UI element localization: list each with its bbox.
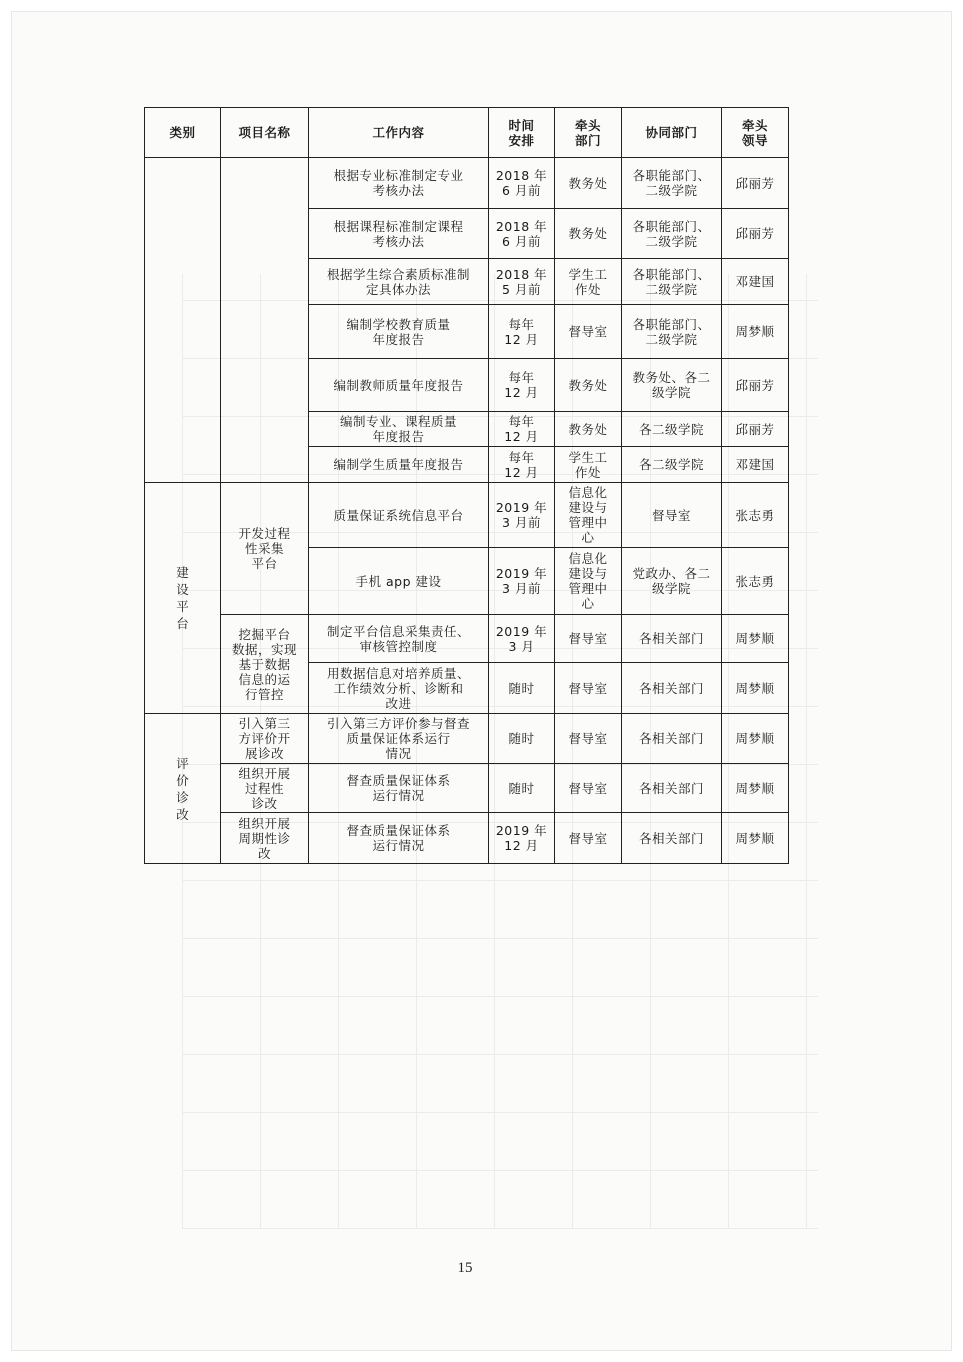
- time-cell: 随时: [489, 764, 555, 813]
- lead-dept-cell: 教务处: [555, 158, 622, 209]
- leader-cell: 周梦顺: [722, 663, 789, 714]
- coop-dept-cell: 各相关部门: [622, 764, 722, 813]
- lead-dept-cell: 学生工 作处: [555, 259, 622, 305]
- coop-dept-cell: 各职能部门、 二级学院: [622, 158, 722, 209]
- page-number: 15: [457, 1260, 473, 1276]
- content-cell: 编制教师质量年度报告: [309, 359, 489, 412]
- lead-dept-cell: 督导室: [555, 764, 622, 813]
- project-cell: 挖掘平台 数据，实现 基于数据 信息的运 行管控: [221, 615, 309, 714]
- coop-dept-cell: 各相关部门: [622, 663, 722, 714]
- coop-dept-cell: 各职能部门、 二级学院: [622, 209, 722, 259]
- lead-dept-cell: 信息化 建设与 管理中 心: [555, 483, 622, 548]
- time-cell: 2019 年 3 月前: [489, 548, 555, 615]
- table-row: [145, 483, 789, 548]
- content-cell: 手机 app 建设: [309, 548, 489, 615]
- leader-cell: 邱丽芳: [722, 412, 789, 447]
- time-cell: 2018 年 6 月前: [489, 158, 555, 209]
- content-cell: 根据课程标准制定课程 考核办法: [309, 209, 489, 259]
- leader-cell: 邱丽芳: [722, 359, 789, 412]
- leader-cell: 周梦顺: [722, 615, 789, 663]
- header-coop-dept: 协同部门: [622, 108, 722, 158]
- leader-cell: 邱丽芳: [722, 158, 789, 209]
- leader-cell: 周梦顺: [722, 714, 789, 764]
- header-lead-dept: 牵头 部门: [555, 108, 622, 158]
- content-cell: 用数据信息对培养质量、 工作绩效分析、诊断和 改进: [309, 663, 489, 714]
- header-lead-leader: 牵头 领导: [722, 108, 789, 158]
- coop-dept-cell: 各二级学院: [622, 412, 722, 447]
- table-header-row: [145, 108, 789, 158]
- coop-dept-cell: 各职能部门、 二级学院: [622, 259, 722, 305]
- content-cell: 根据学生综合素质标准制 定具体办法: [309, 259, 489, 305]
- category-cell-empty: [145, 158, 221, 483]
- time-cell: 2019 年 12 月: [489, 813, 555, 864]
- category-cell-evaluation: 评 价 诊 改: [145, 714, 221, 864]
- table-row: [145, 615, 789, 663]
- content-cell: 编制学生质量年度报告: [309, 447, 489, 483]
- coop-dept-cell: 各相关部门: [622, 615, 722, 663]
- table-row: [145, 764, 789, 813]
- lead-dept-cell: 督导室: [555, 663, 622, 714]
- time-cell: 每年 12 月: [489, 305, 555, 359]
- content-cell: 编制学校教育质量 年度报告: [309, 305, 489, 359]
- content-cell: 制定平台信息采集责任、 审核管控制度: [309, 615, 489, 663]
- work-plan-table: [144, 107, 789, 864]
- table-row: [145, 158, 789, 209]
- time-cell: 2018 年 5 月前: [489, 259, 555, 305]
- content-cell: 编制专业、课程质量 年度报告: [309, 412, 489, 447]
- header-category: 类别: [145, 108, 221, 158]
- lead-dept-cell: 教务处: [555, 209, 622, 259]
- lead-dept-cell: 教务处: [555, 359, 622, 412]
- project-cell: 组织开展 过程性 诊改: [221, 764, 309, 813]
- lead-dept-cell: 督导室: [555, 615, 622, 663]
- coop-dept-cell: 党政办、各二 级学院: [622, 548, 722, 615]
- content-cell: 督查质量保证体系 运行情况: [309, 813, 489, 864]
- coop-dept-cell: 各相关部门: [622, 714, 722, 764]
- time-cell: 随时: [489, 714, 555, 764]
- time-cell: 2018 年 6 月前: [489, 209, 555, 259]
- content-cell: 引入第三方评价参与督查 质量保证体系运行 情况: [309, 714, 489, 764]
- coop-dept-cell: 教务处、各二 级学院: [622, 359, 722, 412]
- lead-dept-cell: 学生工 作处: [555, 447, 622, 483]
- time-cell: 每年 12 月: [489, 359, 555, 412]
- lead-dept-cell: 督导室: [555, 305, 622, 359]
- project-cell: 引入第三 方评价开 展诊改: [221, 714, 309, 764]
- table-row: [145, 714, 789, 764]
- lead-dept-cell: 督导室: [555, 714, 622, 764]
- lead-dept-cell: 教务处: [555, 412, 622, 447]
- header-time: 时间 安排: [489, 108, 555, 158]
- time-cell: 2019 年 3 月前: [489, 483, 555, 548]
- time-cell: 每年 12 月: [489, 447, 555, 483]
- time-cell: 随时: [489, 663, 555, 714]
- leader-cell: 张志勇: [722, 483, 789, 548]
- leader-cell: 邓建国: [722, 447, 789, 483]
- leader-cell: 周梦顺: [722, 764, 789, 813]
- lead-dept-cell: 信息化 建设与 管理中 心: [555, 548, 622, 615]
- leader-cell: 邓建国: [722, 259, 789, 305]
- category-cell-platform: 建 设 平 台: [145, 483, 221, 714]
- leader-cell: 周梦顺: [722, 813, 789, 864]
- leader-cell: 张志勇: [722, 548, 789, 615]
- coop-dept-cell: 各职能部门、 二级学院: [622, 305, 722, 359]
- content-cell: 督查质量保证体系 运行情况: [309, 764, 489, 813]
- project-cell: 组织开展 周期性诊 改: [221, 813, 309, 864]
- header-project-name: 项目名称: [221, 108, 309, 158]
- header-work-content: 工作内容: [309, 108, 489, 158]
- time-cell: 2019 年 3 月: [489, 615, 555, 663]
- leader-cell: 邱丽芳: [722, 209, 789, 259]
- project-cell: 开发过程 性采集 平台: [221, 483, 309, 615]
- coop-dept-cell: 各二级学院: [622, 447, 722, 483]
- coop-dept-cell: 督导室: [622, 483, 722, 548]
- time-cell: 每年 12 月: [489, 412, 555, 447]
- project-cell-empty: [221, 158, 309, 483]
- content-cell: 根据专业标准制定专业 考核办法: [309, 158, 489, 209]
- leader-cell: 周梦顺: [722, 305, 789, 359]
- lead-dept-cell: 督导室: [555, 813, 622, 864]
- coop-dept-cell: 各相关部门: [622, 813, 722, 864]
- table-row: [145, 813, 789, 864]
- content-cell: 质量保证系统信息平台: [309, 483, 489, 548]
